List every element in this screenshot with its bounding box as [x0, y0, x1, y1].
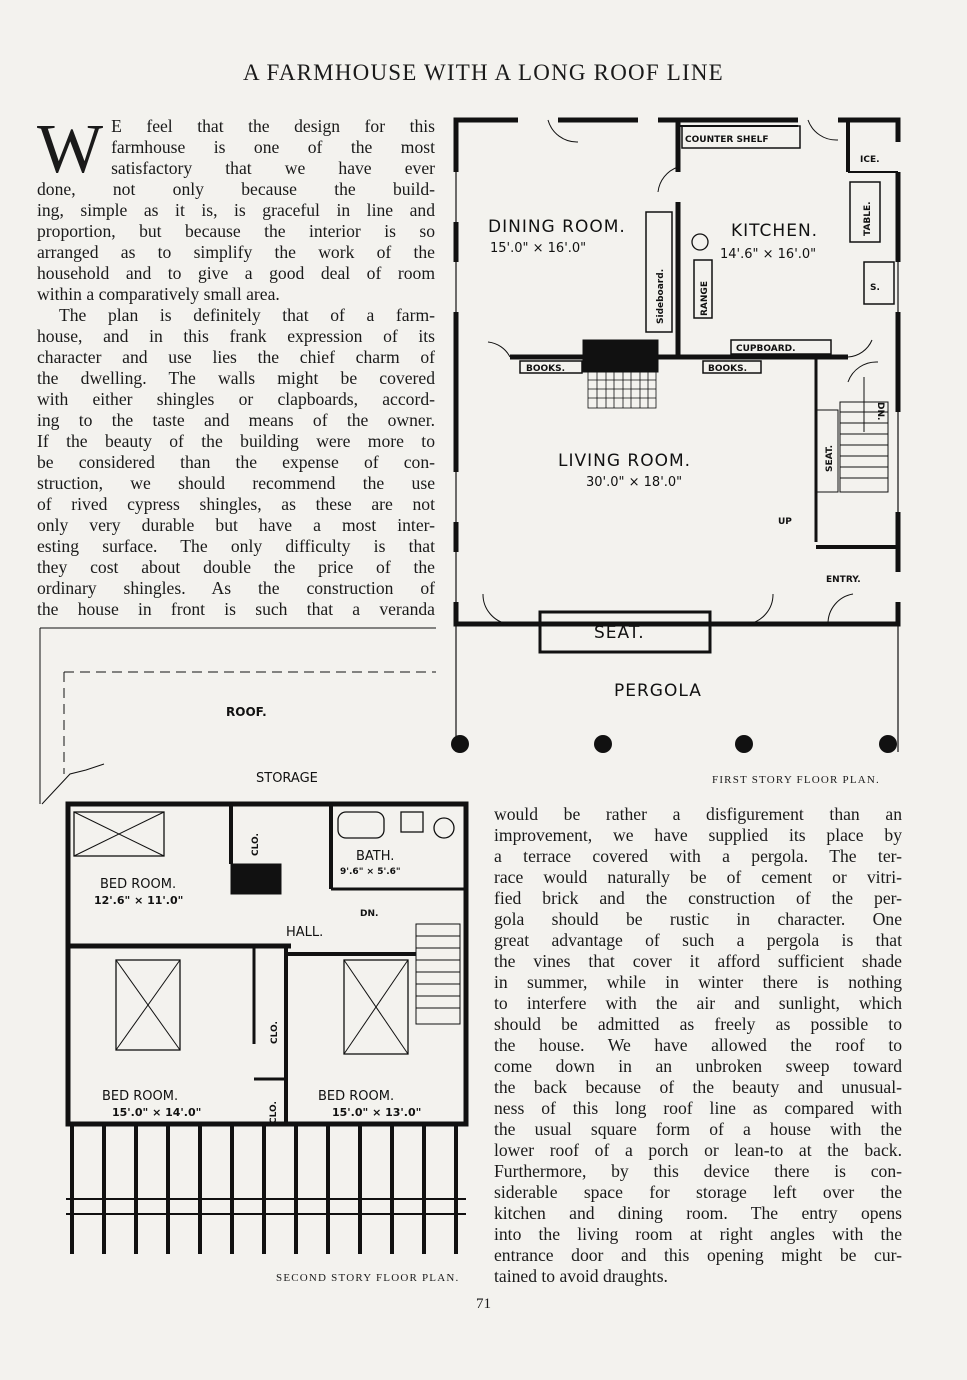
books-left-label: BOOKS. [526, 364, 566, 374]
text-line: a terrace covered with a pergola. The ter- [494, 846, 902, 866]
cupboard-label: CUPBOARD. [736, 344, 796, 354]
text-line: should be admitted as freely as possible to [494, 1014, 902, 1034]
text-line: come down in an unbroken sweep toward [494, 1056, 902, 1076]
text-line: E feel that the design for this [111, 116, 435, 136]
text-line: Furthermore, by this device there is con- [494, 1161, 902, 1181]
text-line: lower roof of a porch or lean-to at the back. [494, 1140, 902, 1160]
bedroom-1-label: BED ROOM. [100, 877, 177, 892]
text-line: improvement, we have supplied its place by [494, 825, 902, 845]
stairs-down-label: DN. [875, 402, 885, 421]
dining-room-label: DINING ROOM. [488, 217, 626, 237]
drop-cap: W [37, 111, 104, 188]
counter-shelf-label: COUNTER SHELF [685, 135, 769, 145]
bedroom-3-dim: 15'.0" × 13'.0" [332, 1106, 422, 1119]
closet-1-label: CLO. [251, 833, 261, 856]
roof-label: ROOF. [226, 705, 267, 719]
bath-dim: 9'.6" × 5'.6" [340, 867, 401, 877]
text-line: be considered than the expense of con- [37, 452, 435, 472]
text-line: done, not only because the build- [37, 179, 435, 199]
text-line: house, and in this frank expression of its [37, 326, 435, 346]
text-line: household and to give a good deal of room [37, 263, 435, 283]
entry-label: ENTRY. [826, 575, 861, 585]
text-line: satisfactory that we have ever [111, 158, 435, 178]
text-line: ordinary shingles. As the construction of [37, 578, 435, 598]
text-line: in summer, while in winter there is nothing [494, 972, 902, 992]
sideboard-label: Sideboard. [656, 268, 666, 324]
text-line: the dwelling. The walls might be covered [37, 368, 435, 388]
text-line: to interfere with the air and sunlight, which [494, 993, 902, 1013]
bedroom-2-label: BED ROOM. [102, 1089, 179, 1104]
bedroom-1-dim: 12'.6" × 11'.0" [94, 894, 184, 907]
first-floor-caption: FIRST STORY FLOOR PLAN. [712, 774, 880, 786]
living-room-label: LIVING ROOM. [558, 451, 692, 471]
ice-label: ICE. [860, 155, 880, 165]
text-line: the vines that cover it afford sufficient shade [494, 951, 902, 971]
text-line: ing to the taste and means of the owner. [37, 410, 435, 430]
kitchen-dim: 14'.6" × 16'.0" [720, 247, 817, 262]
text-line: the house in front is such that a veranda [37, 599, 435, 619]
page-number: 71 [476, 1296, 491, 1312]
text-line: the usual square form of a house with the [494, 1119, 902, 1139]
text-line: The plan is definitely that of a farm- [59, 305, 435, 325]
pergola-post [594, 735, 612, 753]
text-line: entrance door and this opening might be cur- [494, 1245, 902, 1265]
side-seat-label: SEAT. [825, 444, 835, 472]
hall-stairs-down-label: DN. [360, 909, 379, 919]
pergola-label: PERGOLA [614, 681, 702, 701]
bedroom-3-label: BED ROOM. [318, 1089, 395, 1104]
text-line: race would naturally be of cement or vitri- [494, 867, 902, 887]
table-label: TABLE. [863, 201, 873, 236]
second-floor-caption: SECOND STORY FLOOR PLAN. [276, 1272, 460, 1284]
text-line: ness of this long roof line as compared with [494, 1098, 902, 1118]
front-seat-label: SEAT. [594, 623, 645, 643]
text-line: tained to avoid draughts. [494, 1266, 668, 1286]
text-line: If the beauty of the building were more to [37, 431, 435, 451]
hall-label: HALL. [286, 925, 324, 940]
text-line: farmhouse is one of the most [111, 137, 435, 157]
pergola-post [735, 735, 753, 753]
text-line: great advantage of such a pergola is that [494, 930, 902, 950]
text-line: they cost about double the price of the [37, 557, 435, 577]
sink-label: S. [870, 283, 880, 293]
storage-label: STORAGE [256, 771, 318, 786]
books-right-label: BOOKS. [708, 364, 748, 374]
range-label: RANGE [700, 281, 710, 316]
text-line: into the living room at right angles with the [494, 1224, 902, 1244]
pergola-post [879, 735, 897, 753]
article-column-left [37, 111, 435, 620]
text-line: character and use lies the chief charm of [37, 347, 435, 367]
bath-label: BATH. [356, 849, 395, 864]
text-line: proportion, but because the interior is so [37, 221, 435, 241]
closet-2-label: CLO. [270, 1021, 280, 1044]
text-line: within a comparatively small area. [37, 284, 280, 304]
first-floor-plan [448, 112, 908, 762]
text-line: only very durable but have a most inter- [37, 515, 435, 535]
text-line: fied brick and the construction of the per- [494, 888, 902, 908]
text-line: kitchen and dining room. The entry opens [494, 1203, 902, 1223]
text-line: arranged as to simplify the work of the [37, 242, 435, 262]
stairs-up-label: UP [778, 517, 792, 527]
living-room-dim: 30'.0" × 18'.0" [586, 475, 683, 490]
text-line: the house. We have allowed the roof to [494, 1035, 902, 1055]
text-line: siderable space for storage left over the [494, 1182, 902, 1202]
article-column-right [494, 804, 902, 1287]
second-floor-plan [36, 624, 476, 1264]
text-line: of rived cypress shingles, as these are not [37, 494, 435, 514]
closet-3-label: CLO. [269, 1101, 279, 1124]
text-line: ing, simple as it is, is graceful in line and [37, 200, 435, 220]
text-line: struction, we should recommend the use [37, 473, 435, 493]
kitchen-label: KITCHEN. [731, 221, 819, 241]
page-title: A FARMHOUSE WITH A LONG ROOF LINE [243, 60, 724, 85]
text-line: gola should be rustic in character. One [494, 909, 902, 929]
bedroom-2-dim: 15'.0" × 14'.0" [112, 1106, 202, 1119]
text-line: the back because of the beauty and unusual- [494, 1077, 902, 1097]
text-line: with either shingles or clapboards, accord- [37, 389, 435, 409]
dining-room-dim: 15'.0" × 16'.0" [490, 241, 587, 256]
text-line: would be rather a disfigurement than an [494, 804, 902, 824]
text-line: esting surface. The only difficulty is that [37, 536, 435, 556]
